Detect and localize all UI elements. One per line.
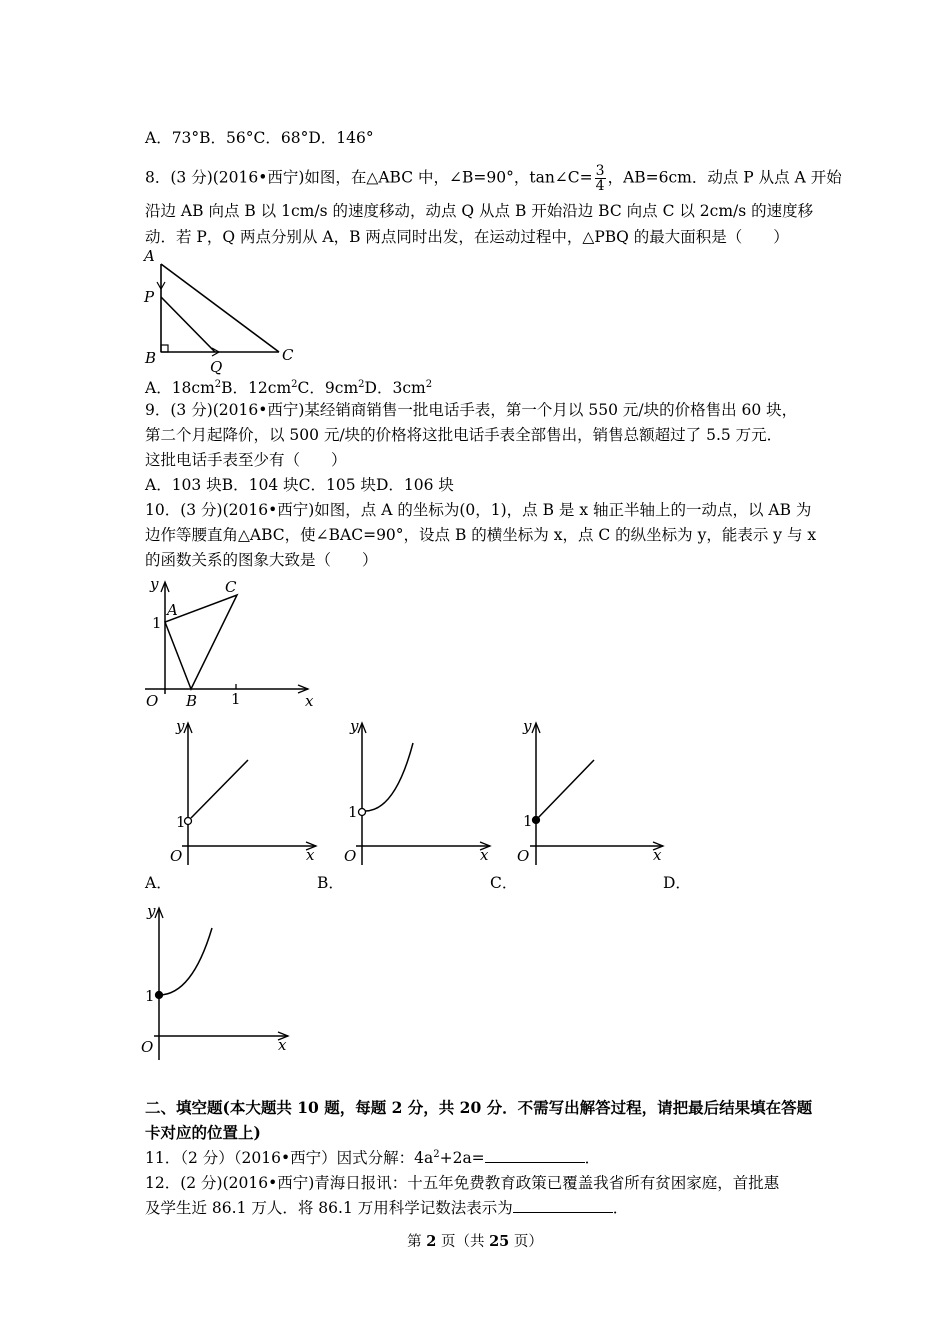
q8-opt-b-sup: 2 [291, 378, 298, 390]
q8-label-C: C [282, 346, 294, 364]
q10-label-O: O [146, 692, 159, 710]
q10-graph-b-O: O [344, 847, 357, 865]
q10-main-figure [140, 572, 320, 712]
q8-opt-a-sup: 2 [214, 378, 222, 390]
q10-graph-b-y: y [350, 717, 359, 735]
footer-page-number: 2 [426, 1233, 437, 1250]
q10-graph-a-one: 1 [176, 813, 186, 831]
q10-graph-d [140, 900, 300, 1065]
q10-line3: 的函数关系的图象大致是（ ） [145, 551, 378, 569]
q8-line2: 沿边 AB 向点 B 以 1cm/s 的速度移动，动点 Q 从点 B 开始沿边 BC 向点 C 以 2cm/s 的速度移 [145, 202, 814, 220]
q10-graph-d-y: y [147, 902, 156, 920]
q8-line1-pre: 8．(3 分)(2016•西宁)如图，在△ABC 中，∠B=90°，tan∠C= [145, 168, 593, 187]
q10-graph-d-x: x [278, 1036, 287, 1054]
q10-graph-c-x: x [653, 846, 662, 864]
q8-opt-d: D．3cm [364, 379, 426, 397]
q10-label-y: y [150, 575, 159, 593]
q8-line1-post: ，AB=6cm．动点 P 从点 A 开始 [607, 168, 842, 187]
q10-graph-a [168, 715, 328, 865]
footer-pre: 第 [407, 1234, 427, 1250]
q8-opt-b: B．12cm [221, 379, 292, 397]
q12-answer-blank[interactable] [513, 1198, 613, 1213]
q10-graph-c-y: y [523, 717, 532, 735]
q9-line1: 9．(3 分)(2016•西宁)某经销商销售一批电话手表，第一个月以 550 元/块的价格售出 60 块， [145, 401, 798, 419]
q8-line3: 动．若 P，Q 两点分别从 A，B 两点同时出发，在运动过程中，△PBQ 的最大面积是（ ） [145, 228, 789, 246]
q10-label-B: B [186, 692, 198, 710]
q10-label-one-x: 1 [231, 690, 241, 708]
q10-graph-a-y: y [176, 717, 185, 735]
footer-mid: 页（共 [436, 1234, 490, 1250]
q12-line1: 12．(2 分)(2016•西宁)青海日报讯：十五年免费教育政策已覆盖我省所有贫困家庭，首批惠 [145, 1174, 780, 1192]
q10-label-option-c: C． [490, 874, 518, 892]
q10-label-x: x [305, 692, 314, 710]
q10-graph-c-one: 1 [523, 812, 533, 830]
q11-answer-blank[interactable] [485, 1148, 585, 1163]
q9-options: A．103 块B．104 块C．105 块D．106 块 [145, 476, 454, 494]
q12-line2-pre: 及学生近 86.1 万人．将 86.1 万用科学记数法表示为 [145, 1199, 513, 1217]
q8-fraction [595, 164, 606, 193]
q8-opt-a: A．18cm [145, 379, 215, 397]
q10-line2: 边作等腰直角△ABC，使∠BAC=90°，设点 B 的横坐标为 x，点 C 的纵坐标为 y，能表示 y 与 x [145, 526, 817, 544]
q9-line3: 这批电话手表至少有（ ） [145, 451, 347, 469]
q8-line1 [145, 164, 842, 193]
q8-frac-den: 4 [595, 178, 605, 194]
q10-graph-a-x: x [306, 846, 315, 864]
q10-label-option-b: B． [317, 874, 344, 892]
q8-opt-c: C．9cm [297, 379, 359, 397]
q10-graph-b [340, 715, 500, 865]
q11-line [145, 1148, 600, 1168]
section2-heading-line2: 卡对应的位置上) [145, 1123, 261, 1142]
q10-graph-c [513, 715, 673, 865]
q10-graph-c-O: O [517, 847, 530, 865]
q10-label-A: A [167, 601, 178, 619]
section2-heading-line1: 二、填空题(本大题共 10 题，每题 2 分，共 20 分．不需写出解答过程，请把最后结果填在答题 [145, 1098, 813, 1117]
footer-total-pages: 25 [489, 1233, 510, 1250]
q8-opt-c-sup: 2 [358, 378, 365, 390]
q8-triangle-figure [140, 248, 310, 376]
q7-options: A．73°B．56°C．68°D．146° [145, 129, 374, 147]
q12-line2-post: ． [612, 1199, 629, 1217]
q10-label-option-a: A． [145, 874, 172, 892]
q8-label-Q: Q [210, 358, 223, 376]
q8-label-P: P [144, 288, 155, 306]
q8-label-A: A [144, 247, 155, 265]
q10-graph-b-x: x [480, 846, 489, 864]
q11-pre: 11．（2 分）（2016•西宁）因式分解：4a [145, 1149, 434, 1167]
q9-line2: 第二个月起降价，以 500 元/块的价格将这批电话手表全部售出，销售总额超过了 5.5 万元． [145, 426, 783, 444]
q10-graph-d-O: O [141, 1038, 154, 1056]
q10-graph-d-one: 1 [145, 987, 155, 1005]
q12-line2 [145, 1198, 628, 1218]
q11-mid: +2a= [439, 1149, 485, 1167]
q10-line1: 10．(3 分)(2016•西宁)如图，点 A 的坐标为(0，1)，点 B 是 x 轴正半轴上的一动点，以 AB 为 [145, 501, 812, 519]
page-footer [0, 1230, 950, 1251]
q8-frac-num: 3 [595, 163, 605, 179]
q8-opt-d-sup: 2 [425, 378, 433, 390]
q11-sup: 2 [433, 1148, 440, 1160]
q8-label-B: B [145, 349, 157, 367]
q10-label-option-d: D． [663, 874, 691, 892]
q11-post: ． [584, 1149, 601, 1167]
q10-graph-a-O: O [170, 847, 183, 865]
q8-options [145, 378, 432, 398]
q10-label-C: C [225, 578, 237, 596]
q10-graph-b-one: 1 [348, 803, 358, 821]
q10-label-one: 1 [152, 614, 162, 632]
footer-post: 页） [509, 1234, 543, 1250]
